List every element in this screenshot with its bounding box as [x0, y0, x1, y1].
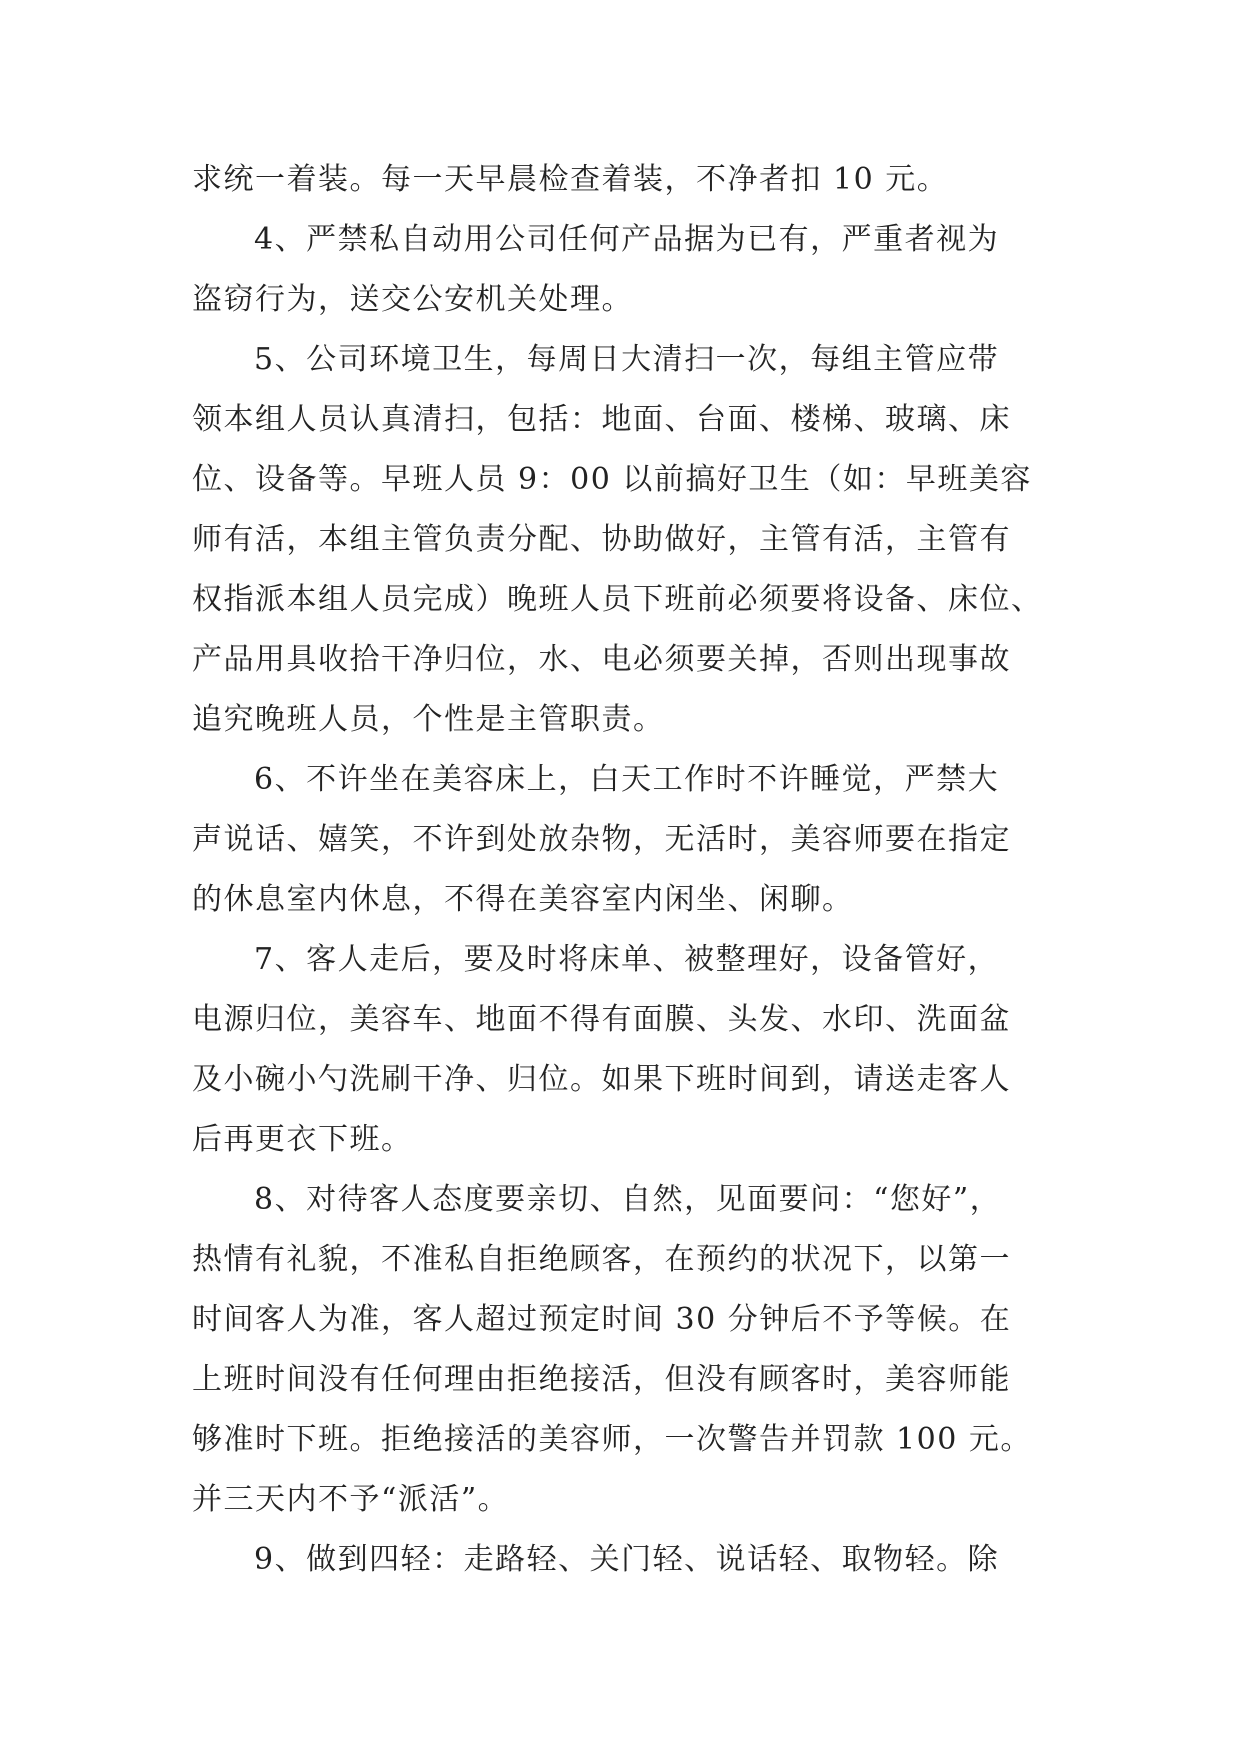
text-line: 7、客人走后，要及时将床单、被整理好，设备管好，	[254, 942, 1000, 977]
text-line: 电源归位，美容车、地面不得有面膜、头发、水印、洗面盆	[192, 1002, 1011, 1037]
text-line: 够准时下班。拒绝接活的美容师，一次警告并罚款 100 元。	[192, 1422, 1032, 1457]
text-line: 时间客人为准，客人超过预定时间 30 分钟后不予等候。在	[192, 1302, 1012, 1337]
text-line: 8、对待客人态度要亲切、自然，见面要问：“您好”，	[254, 1182, 1002, 1217]
text-line: 并三天内不予“派活”。	[192, 1482, 510, 1517]
text-line: 后再更衣下班。	[192, 1122, 413, 1157]
text-line: 4、严禁私自动用公司任何产品据为已有，严重者视为	[254, 222, 1000, 257]
text-line: 求统一着装。每一天早晨检查着装，不净者扣 10 元。	[192, 162, 949, 197]
text-line: 6、不许坐在美容床上，白天工作时不许睡觉，严禁大	[254, 762, 1000, 797]
text-line: 上班时间没有任何理由拒绝接活，但没有顾客时，美容师能	[192, 1362, 1011, 1397]
text-line: 产品用具收拾干净归位，水、电必须要关掉，否则出现事故	[192, 642, 1011, 677]
text-line: 及小碗小勺洗刷干净、归位。如果下班时间到，请送走客人	[192, 1062, 1011, 1097]
text-line: 位、设备等。早班人员 9：00 以前搞好卫生（如：早班美容	[192, 462, 1032, 497]
text-line: 热情有礼貌，不准私自拒绝顾客，在预约的状况下，以第一	[192, 1242, 1011, 1277]
text-line: 盗窃行为，送交公安机关处理。	[192, 282, 633, 317]
text-line: 师有活，本组主管负责分配、协助做好，主管有活，主管有	[192, 522, 1011, 557]
text-line: 追究晚班人员，个性是主管职责。	[192, 702, 665, 737]
text-line: 的休息室内休息，不得在美容室内闲坐、闲聊。	[192, 882, 854, 917]
document-body	[192, 150, 1072, 1590]
text-line: 权指派本组人员完成）晚班人员下班前必须要将设备、床位、	[192, 582, 1043, 617]
text-line: 声说话、嬉笑，不许到处放杂物，无活时，美容师要在指定	[192, 822, 1011, 857]
text-line: 5、公司环境卫生，每周日大清扫一次，每组主管应带	[254, 342, 1000, 377]
text-line: 领本组人员认真清扫，包括：地面、台面、楼梯、玻璃、床	[192, 402, 1011, 437]
text-line: 9、做到四轻：走路轻、关门轻、说话轻、取物轻。除	[254, 1542, 1000, 1577]
